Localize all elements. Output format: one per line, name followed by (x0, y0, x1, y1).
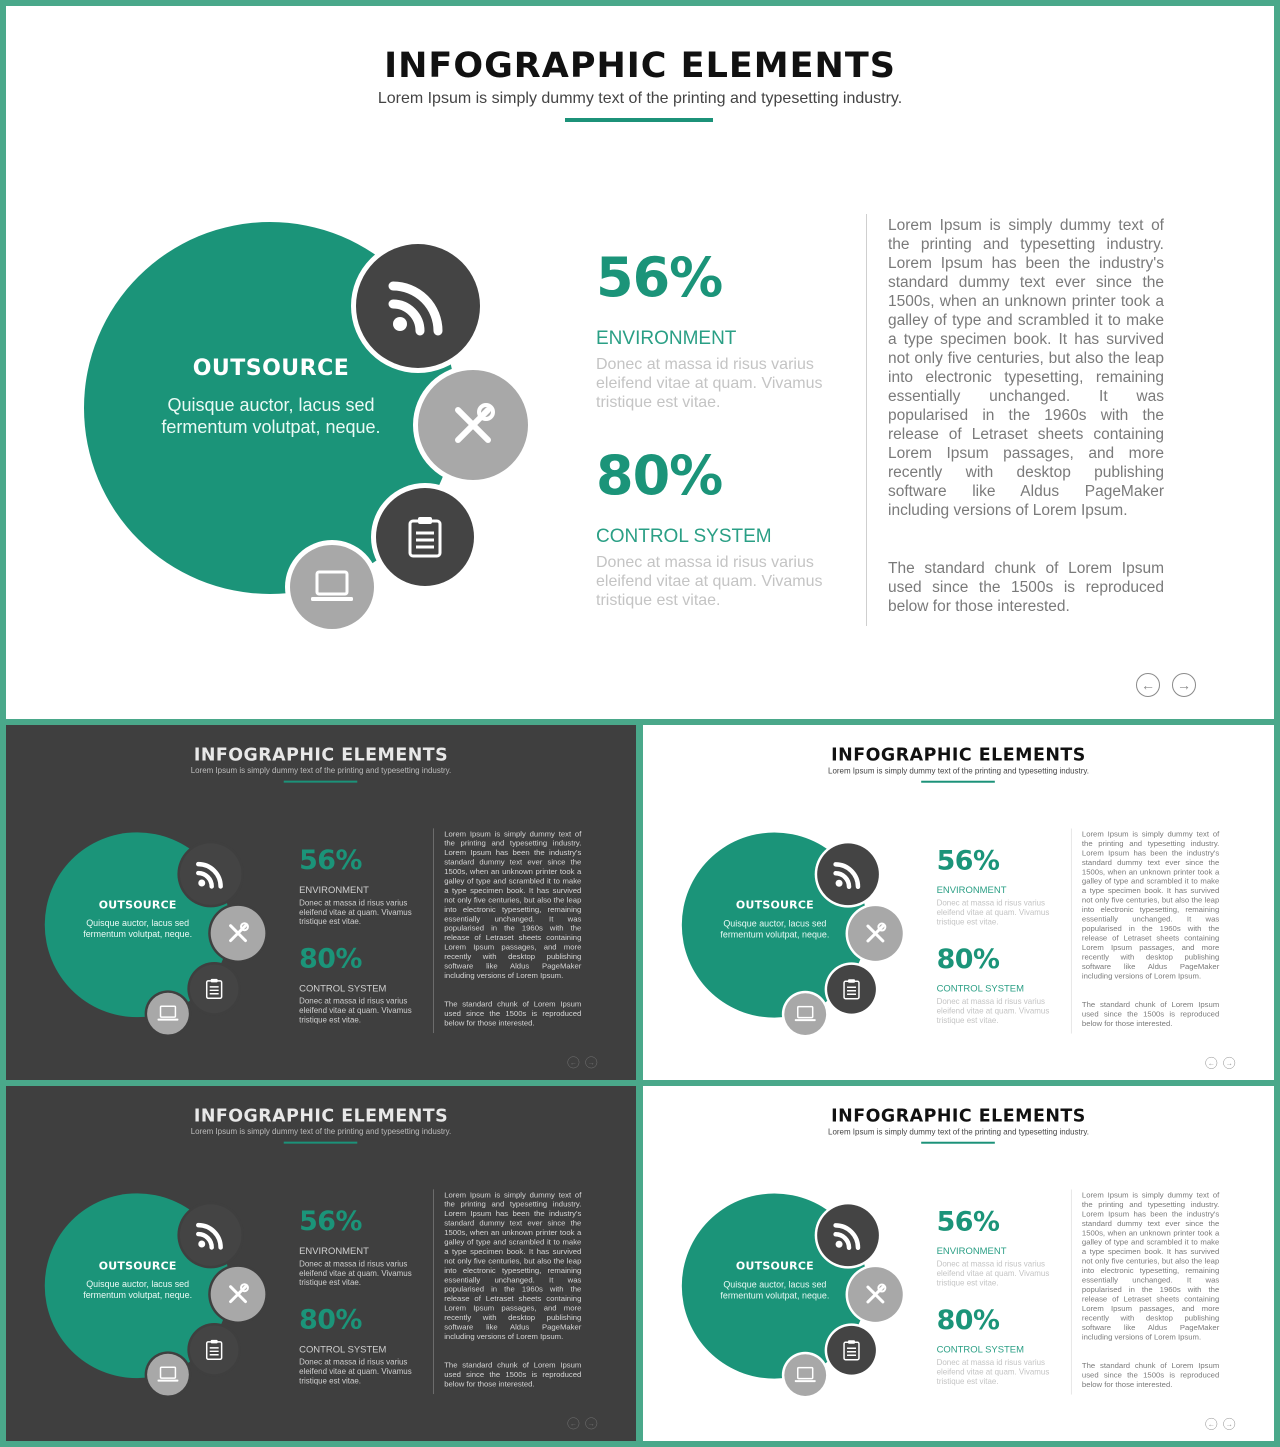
next-arrow-icon[interactable]: → (1223, 1418, 1235, 1430)
stat-desc-1: Donec at massa id risus varius eleifend vitae at quam. Vivamus tristique est vitae. (299, 1259, 412, 1288)
stat-value-2: 80% (936, 1303, 1000, 1336)
circle-text: Quisque auctor, lacus sed fermentum volutpat, neque. (720, 1279, 830, 1301)
laptop-icon (784, 1354, 826, 1396)
circle-text: Quisque auctor, lacus sed fermentum volutpat, neque. (83, 1279, 193, 1301)
slide-thumb-light-2[interactable] (643, 1086, 1274, 1441)
stat-label-2: CONTROL SYSTEM (936, 983, 1024, 995)
slide-subtitle: Lorem Ipsum is simply dummy text of the printing and typesetting industry. (190, 1127, 452, 1137)
title-underline (921, 1142, 995, 1144)
stat-value-1: 56% (596, 246, 723, 309)
rss-icon (180, 843, 242, 905)
stat-label-1: ENVIRONMENT (936, 1246, 1007, 1257)
prev-arrow-icon[interactable]: ← (567, 1056, 579, 1068)
laptop-icon (147, 993, 189, 1035)
stat-value-2: 80% (596, 444, 723, 507)
prev-arrow-icon[interactable]: ← (1205, 1418, 1217, 1430)
clipboard-icon (827, 1326, 876, 1375)
slide-title: INFOGRAPHIC ELEMENTS (193, 1105, 449, 1126)
slide-subtitle: Lorem Ipsum is simply dummy text of the printing and typesetting industry. (377, 90, 903, 107)
body-paragraph-2: The standard chunk of Lorem Ipsum used since the 1500s is reproduced below for those interested. (444, 1361, 582, 1389)
rss-icon (817, 843, 879, 905)
tools-icon (848, 906, 903, 961)
stat-value-2: 80% (299, 1303, 362, 1335)
body-paragraph-2: The standard chunk of Lorem Ipsum used since the 1500s is reproduced below for those interested. (888, 560, 1164, 615)
title-underline (284, 1142, 358, 1144)
clipboard-icon (190, 1325, 239, 1374)
slide-thumb-light-1[interactable] (643, 725, 1274, 1080)
circle-heading: OUTSOURCE (192, 356, 350, 381)
circle-text: Quisque auctor, lacus sed fermentum volutpat, neque. (161, 395, 381, 437)
title-underline (284, 781, 358, 783)
stat-value-1: 56% (299, 844, 362, 876)
slide-title: INFOGRAPHIC ELEMENTS (831, 1105, 1086, 1126)
rss-icon (817, 1204, 879, 1266)
slide-title: INFOGRAPHIC ELEMENTS (193, 744, 449, 765)
clipboard-icon (376, 488, 474, 586)
body-paragraph-2: The standard chunk of Lorem Ipsum used since the 1500s is reproduced below for those interested. (1081, 1361, 1220, 1390)
laptop-icon (290, 545, 374, 629)
slide-title: INFOGRAPHIC ELEMENTS (831, 744, 1086, 765)
stat-label-1: ENVIRONMENT (299, 1245, 369, 1257)
divider (866, 214, 867, 626)
slide-subtitle: Lorem Ipsum is simply dummy text of the printing and typesetting industry. (828, 1127, 1089, 1137)
stat-label-1: ENVIRONMENT (936, 885, 1007, 896)
stat-label-1: ENVIRONMENT (299, 884, 369, 896)
stat-label-2: CONTROL SYSTEM (596, 526, 772, 547)
title-underline (921, 781, 995, 783)
slide-subtitle: Lorem Ipsum is simply dummy text of the printing and typesetting industry. (190, 766, 452, 776)
circle-heading: OUTSOURCE (735, 1260, 814, 1273)
stat-desc-2: Donec at massa id risus varius eleifend vitae at quam. Vivamus tristique est vitae. (299, 997, 412, 1025)
body-paragraph-1: Lorem Ipsum is simply dummy text of the printing and typesetting industry. Lorem Ipsum has been the industry's standard dummy text ever since the 1500s, when an unknown printer took a galley of type and scrambled it to make a type specimen book. It has survived not only five centuries, but also the leap into electronic typesetting, remaining essentially unchanged. It was popularised in the 1960s with the release of Letraset sheets containing Lorem Ipsum passages, and more recently with desktop publishing software like Aldus PageMaker including versions of Lorem Ipsum. (1081, 830, 1220, 981)
circle-text: Quisque auctor, lacus sed fermentum volutpat, neque. (720, 918, 830, 940)
tools-icon (418, 370, 528, 480)
circle-heading: OUTSOURCE (98, 1259, 177, 1273)
slide-title: INFOGRAPHIC ELEMENTS (384, 46, 896, 86)
title-underline (565, 118, 713, 122)
stat-value-2: 80% (936, 942, 1000, 975)
stat-value-1: 56% (299, 1205, 362, 1237)
rss-icon (356, 244, 480, 368)
body-paragraph-1: Lorem Ipsum is simply dummy text of the printing and typesetting industry. Lorem Ipsum has been the industry's standard dummy text ever since the 1500s, when an unknown printer took a galley of type and scrambled it to make a type specimen book. It has survived not only five centuries, but also the leap into electronic typesetting, remaining essentially unchanged. It was popularised in the 1960s with the release of Letraset sheets containing Lorem Ipsum passages, and more recently with desktop publishing software like Aldus PageMaker including versions of Lorem Ipsum. (444, 829, 582, 980)
circle-heading: OUTSOURCE (735, 899, 814, 912)
body-paragraph-1: Lorem Ipsum is simply dummy text of the printing and typesetting industry. Lorem Ipsum has been the industry's standard dummy text ever since the 1500s, when an unknown printer took a galley of type and scrambled it to make a type specimen book. It has survived not only five centuries, but also the leap into electronic typesetting, remaining essentially unchanged. It was popularised in the 1960s with the release of Letraset sheets containing Lorem Ipsum passages, and more recently with desktop publishing software like Aldus PageMaker including versions of Lorem Ipsum. (1081, 1191, 1220, 1342)
stat-label-2: CONTROL SYSTEM (299, 1344, 387, 1355)
body-paragraph-2: The standard chunk of Lorem Ipsum used since the 1500s is reproduced below for those interested. (444, 1000, 582, 1028)
prev-arrow-icon[interactable]: ← (567, 1417, 579, 1429)
stat-desc-2: Donec at massa id risus varius eleifend vitae at quam. Vivamus tristique est vitae. (299, 1358, 412, 1386)
next-arrow-icon[interactable]: → (1223, 1057, 1235, 1069)
circle-text: Quisque auctor, lacus sed fermentum volutpat, neque. (83, 918, 193, 940)
next-arrow-icon[interactable]: → (1172, 673, 1196, 697)
tools-icon (211, 1267, 266, 1322)
laptop-icon (147, 1354, 189, 1396)
clipboard-icon (827, 965, 876, 1014)
body-paragraph-2: The standard chunk of Lorem Ipsum used since the 1500s is reproduced below for those interested. (1081, 1000, 1220, 1029)
slide-thumb-dark-2[interactable] (6, 1086, 636, 1441)
tools-icon (848, 1267, 903, 1322)
prev-arrow-icon[interactable]: ← (1136, 673, 1160, 697)
stat-desc-1: Donec at massa id risus varius eleifend vitae at quam. Vivamus tristique est vitae. (936, 899, 1050, 927)
stat-label-1: ENVIRONMENT (596, 328, 737, 349)
circle-heading: OUTSOURCE (98, 898, 177, 912)
stat-value-2: 80% (299, 942, 362, 974)
clipboard-icon (190, 964, 239, 1013)
stat-desc-2: Donec at massa id risus varius eleifend vitae at quam. Vivamus tristique est vitae. (936, 997, 1050, 1026)
stat-label-2: CONTROL SYSTEM (299, 983, 387, 994)
tools-icon (211, 906, 266, 961)
body-paragraph-1: Lorem Ipsum is simply dummy text of the printing and typesetting industry. Lorem Ipsum has been the industry's standard dummy text ever since the 1500s, when an unknown printer took a galley of type and scrambled it to make a type specimen book. It has survived not only five centuries, but also the leap into electronic typesetting, remaining essentially unchanged. It was popularised in the 1960s with the release of Letraset sheets containing Lorem Ipsum passages, and more recently with desktop publishing software like Aldus PageMaker including versions of Lorem Ipsum. (888, 217, 1164, 519)
stat-desc-2: Donec at massa id risus varius eleifend vitae at quam. Vivamus tristique est vitae. (596, 554, 823, 609)
slide-main (6, 6, 1274, 719)
laptop-icon (784, 993, 826, 1035)
stat-value-1: 56% (936, 1205, 1000, 1237)
stat-desc-1: Donec at massa id risus varius eleifend vitae at quam. Vivamus tristique est vitae. (936, 1260, 1050, 1288)
rss-icon (180, 1204, 242, 1266)
stat-label-2: CONTROL SYSTEM (936, 1344, 1024, 1356)
next-arrow-icon[interactable]: → (585, 1056, 597, 1068)
slide-thumb-dark-1[interactable] (6, 725, 636, 1080)
stat-value-1: 56% (936, 844, 1000, 876)
stat-desc-2: Donec at massa id risus varius eleifend vitae at quam. Vivamus tristique est vitae. (936, 1358, 1050, 1387)
stat-desc-1: Donec at massa id risus varius eleifend vitae at quam. Vivamus tristique est vitae. (299, 898, 412, 927)
stat-desc-1: Donec at massa id risus varius eleifend vitae at quam. Vivamus tristique est vitae. (596, 356, 823, 411)
body-paragraph-1: Lorem Ipsum is simply dummy text of the printing and typesetting industry. Lorem Ipsum has been the industry's standard dummy text ever since the 1500s, when an unknown printer took a galley of type and scrambled it to make a type specimen book. It has survived not only five centuries, but also the leap into electronic typesetting, remaining essentially unchanged. It was popularised in the 1960s with the release of Letraset sheets containing Lorem Ipsum passages, and more recently with desktop publishing software like Aldus PageMaker including versions of Lorem Ipsum. (444, 1190, 582, 1341)
prev-arrow-icon[interactable]: ← (1205, 1057, 1217, 1069)
slide-subtitle: Lorem Ipsum is simply dummy text of the printing and typesetting industry. (828, 766, 1089, 776)
next-arrow-icon[interactable]: → (585, 1417, 597, 1429)
